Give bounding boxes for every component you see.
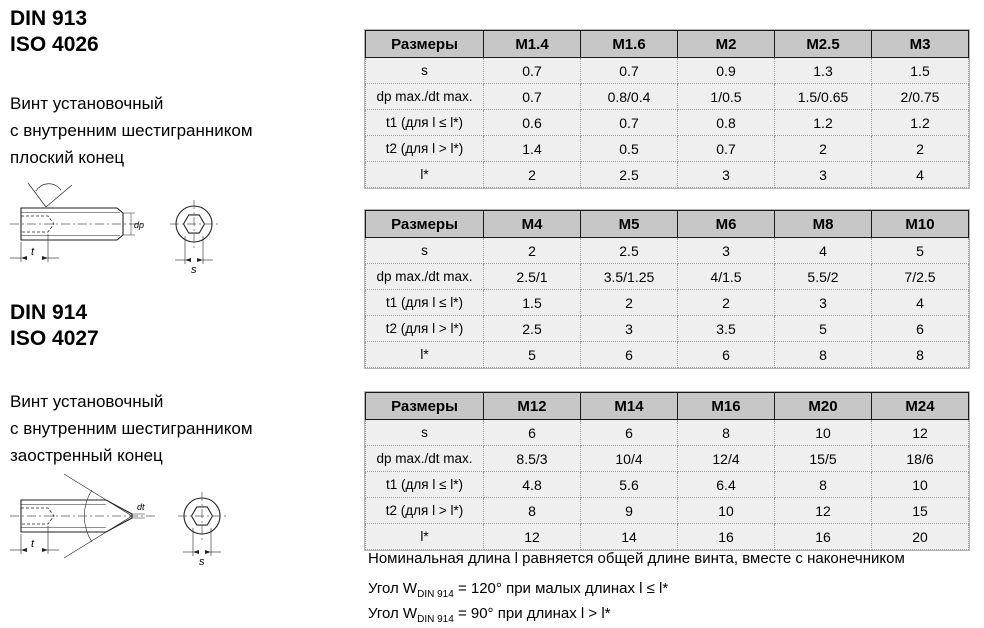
value-cell: 10/4 (581, 446, 678, 472)
value-cell: 16 (678, 524, 775, 550)
value-cell: 6 (484, 420, 581, 446)
size-header: M16 (678, 393, 775, 420)
value-cell: 8 (484, 498, 581, 524)
angle-note-subscript: DIN 914 (417, 614, 454, 625)
value-cell: 3 (581, 316, 678, 342)
value-cell: 2.5 (484, 316, 581, 342)
value-cell: 5 (484, 342, 581, 368)
value-cell: 15 (872, 498, 969, 524)
length-note: Номинальная длина l равняется общей длине винта, вместе с наконечником (368, 550, 905, 567)
table-row (366, 316, 969, 342)
value-cell: 1.4 (484, 136, 581, 162)
size-header: M4 (484, 211, 581, 238)
description-line: с внутренним шестигранником (10, 121, 253, 141)
value-cell: 2 (678, 290, 775, 316)
value-cell: 18/6 (872, 446, 969, 472)
value-cell: 12 (872, 420, 969, 446)
row-label: t1 (для l ≤ l*) (366, 472, 484, 498)
row-label: dp max./dt max. (366, 264, 484, 290)
value-cell: 0.7 (581, 110, 678, 136)
value-cell: 8 (775, 342, 872, 368)
value-cell: 10 (775, 420, 872, 446)
value-cell: 2 (484, 162, 581, 188)
size-header: M1.6 (581, 31, 678, 58)
size-header: M5 (581, 211, 678, 238)
value-cell: 2.5/1 (484, 264, 581, 290)
chamfer-angle-lines (28, 183, 72, 207)
description-line: заостренный конец (10, 446, 163, 466)
value-cell: 3.5/1.25 (581, 264, 678, 290)
value-cell: 6 (581, 342, 678, 368)
dt-dimension-label: dt (137, 502, 145, 512)
value-cell: 3 (775, 290, 872, 316)
row-label: t1 (для l ≤ l*) (366, 110, 484, 136)
table-row (366, 290, 969, 316)
value-cell: 5.5/2 (775, 264, 872, 290)
din-number: DIN 914 (10, 301, 88, 324)
size-header: M2.5 (775, 31, 872, 58)
value-cell: 3 (775, 162, 872, 188)
value-cell: 3.5 (678, 316, 775, 342)
dimension-column-header: Размеры (366, 393, 484, 420)
value-cell: 0.7 (581, 58, 678, 84)
size-header: M12 (484, 393, 581, 420)
table-row (366, 238, 969, 264)
value-cell: 1/0.5 (678, 84, 775, 110)
row-label: t1 (для l ≤ l*) (366, 290, 484, 316)
value-cell: 3 (678, 238, 775, 264)
value-cell: 1.2 (872, 110, 969, 136)
value-cell: 10 (872, 472, 969, 498)
value-cell: 6 (872, 316, 969, 342)
value-cell: 6.4 (678, 472, 775, 498)
s-dimension-label: s (199, 556, 205, 566)
value-cell: 0.8/0.4 (581, 84, 678, 110)
size-header: M24 (872, 393, 969, 420)
iso-number: ISO 4026 (10, 33, 99, 57)
socket-depth-dimension (10, 526, 59, 554)
row-label: t2 (для l > l*) (366, 316, 484, 342)
description-line: Винт установочный (10, 392, 164, 411)
angle-note-prefix: Угол W (368, 605, 418, 622)
spec-table-m1-4-m3 (365, 30, 969, 188)
value-cell: 8 (678, 420, 775, 446)
table-header-row (366, 211, 969, 238)
row-label: s (366, 238, 484, 264)
value-cell: 7/2.5 (872, 264, 969, 290)
dimension-column-header: Размеры (366, 31, 484, 58)
value-cell: 0.5 (581, 136, 678, 162)
value-cell: 0.7 (484, 84, 581, 110)
size-header: M3 (872, 31, 969, 58)
row-label: t2 (для l > l*) (366, 498, 484, 524)
cone-point-screw-drawing (6, 470, 246, 566)
value-cell: 8 (872, 342, 969, 368)
value-cell: 5.6 (581, 472, 678, 498)
value-cell: 6 (581, 420, 678, 446)
value-cell: 0.7 (678, 136, 775, 162)
value-cell: 8 (775, 472, 872, 498)
value-cell: 15/5 (775, 446, 872, 472)
angle-note-90 (368, 605, 611, 625)
value-cell: 1.5 (872, 58, 969, 84)
value-cell: 2.5 (581, 162, 678, 188)
iso-number: ISO 4027 (10, 327, 99, 351)
value-cell: 9 (581, 498, 678, 524)
size-header: M8 (775, 211, 872, 238)
value-cell: 2 (872, 136, 969, 162)
description-din913 (10, 90, 253, 172)
table-row (366, 110, 969, 136)
value-cell: 2.5 (581, 238, 678, 264)
row-label: l* (366, 342, 484, 368)
value-cell: 10 (678, 498, 775, 524)
table-row (366, 58, 969, 84)
value-cell: 4/1.5 (678, 264, 775, 290)
value-cell: 4.8 (484, 472, 581, 498)
value-cell: 12/4 (678, 446, 775, 472)
table-row (366, 446, 969, 472)
value-cell: 2 (775, 136, 872, 162)
table-row (366, 420, 969, 446)
value-cell: 1.2 (775, 110, 872, 136)
value-cell: 0.9 (678, 58, 775, 84)
description-din914 (10, 388, 253, 470)
description-line: плоский конец (10, 148, 125, 168)
socket-depth-dimension (10, 234, 59, 262)
value-cell: 4 (775, 238, 872, 264)
spec-table-m4-m10 (365, 210, 969, 368)
value-cell: 4 (872, 162, 969, 188)
t-dimension-label: t (31, 538, 35, 550)
value-cell: 5 (775, 316, 872, 342)
angle-note-120 (368, 580, 668, 600)
table-row (366, 162, 969, 188)
row-label: dp max./dt max. (366, 446, 484, 472)
size-header: M6 (678, 211, 775, 238)
value-cell: 2 (581, 290, 678, 316)
row-label: l* (366, 524, 484, 550)
value-cell: 20 (872, 524, 969, 550)
s-dimension-label: s (191, 264, 197, 274)
table-row (366, 524, 969, 550)
table-header-row (366, 31, 969, 58)
table-row (366, 136, 969, 162)
flat-point-screw-drawing (6, 178, 241, 274)
value-cell: 3 (678, 162, 775, 188)
value-cell: 8.5/3 (484, 446, 581, 472)
angle-note-text: = 120° при малых длинах l ≤ l* (453, 580, 669, 597)
angle-note-prefix: Угол W (368, 580, 418, 597)
angle-note-text: = 90° при длинах l > l* (453, 605, 611, 622)
value-cell: 14 (581, 524, 678, 550)
standard-title-din914 (10, 300, 99, 353)
table-row (366, 84, 969, 110)
value-cell: 5 (872, 238, 969, 264)
row-label: s (366, 420, 484, 446)
table-row (366, 498, 969, 524)
table-row (366, 342, 969, 368)
table-row (366, 264, 969, 290)
value-cell: 1.5/0.65 (775, 84, 872, 110)
angle-note-subscript: DIN 914 (417, 589, 454, 600)
value-cell: 1.3 (775, 58, 872, 84)
description-line: с внутренним шестигранником (10, 419, 253, 439)
row-label: l* (366, 162, 484, 188)
size-header: M10 (872, 211, 969, 238)
row-label: dp max./dt max. (366, 84, 484, 110)
size-header: M20 (775, 393, 872, 420)
value-cell: 1.5 (484, 290, 581, 316)
value-cell: 4 (872, 290, 969, 316)
size-header: M14 (581, 393, 678, 420)
dp-dimension-label: dp (134, 220, 145, 230)
description-line: Винт установочный (10, 94, 164, 113)
spec-table-m12-m24 (365, 392, 969, 550)
value-cell: 2/0.75 (872, 84, 969, 110)
dimension-column-header: Размеры (366, 211, 484, 238)
value-cell: 6 (678, 342, 775, 368)
standard-title-din913 (10, 6, 99, 59)
value-cell: 16 (775, 524, 872, 550)
size-header: M2 (678, 31, 775, 58)
table-row (366, 472, 969, 498)
value-cell: 2 (484, 238, 581, 264)
value-cell: 0.7 (484, 58, 581, 84)
row-label: s (366, 58, 484, 84)
value-cell: 12 (484, 524, 581, 550)
table-header-row (366, 393, 969, 420)
row-label: t2 (для l > l*) (366, 136, 484, 162)
t-dimension-label: t (31, 246, 35, 258)
din-number: DIN 913 (10, 7, 88, 30)
value-cell: 0.6 (484, 110, 581, 136)
size-header: M1.4 (484, 31, 581, 58)
value-cell: 12 (775, 498, 872, 524)
value-cell: 0.8 (678, 110, 775, 136)
